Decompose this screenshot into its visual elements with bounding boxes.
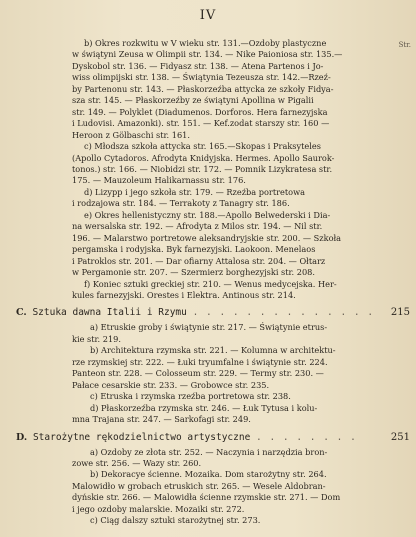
section-c-leader-dots: . . . . . . . . . . . . . .	[192, 307, 375, 319]
toc-line: Dyskobol str. 136. — Fidyasz str. 138. — Atena Partenos i Jo-	[72, 60, 324, 71]
toc-line: e) Okres hellenistyczny str. 188.—Apollo Belwederski i Dia-	[84, 209, 331, 220]
toc-line: c) Etruska i rzymska rzeźba portretowa str. 238.	[90, 391, 291, 402]
toc-line: Heroon z Gölbaschi str. 161.	[72, 129, 190, 140]
toc-line: a) Ozdoby ze złota str. 252. — Naczynia i narzędzia bron-	[90, 446, 328, 457]
toc-line: mna Trajana str. 247. — Sarkofagi str. 249.	[72, 414, 251, 425]
toc-line: f) Koniec sztuki greckiej str. 210. — Wenus medycejska. Her-	[84, 278, 337, 289]
toc-line: b) Dekoracye ścienne. Mozaika. Dom starożytny str. 264.	[90, 469, 327, 480]
toc-line: w Pergamonie str. 207. — Szermierz borghezyjski str. 208.	[72, 267, 315, 278]
toc-line: pergamska i rodyjska. Byk farnezyjski. Laokoon. Menelaos	[72, 244, 316, 255]
toc-line: Pałace cesarskie str. 233. — Grobowce str. 235.	[72, 379, 270, 390]
toc-line: 175. — Mauzoleum Halikarnassu str. 176.	[72, 175, 246, 186]
section-d-leader-dots: . . . . . . . .	[256, 431, 357, 443]
toc-line: b) Okres rozkwitu w V wieku str. 131.—Ozdoby plastyczne	[84, 38, 327, 48]
toc-line: (Apollo Cytadoros. Afrodyta Knidyjska. Hermes. Apollo Saurok-	[72, 152, 335, 163]
toc-line: tonos.) str. 166. — Niobidzi str. 172. — Pomnik Lizykratesa str.	[72, 163, 333, 174]
toc-line: d) Lizypp i jego szkoła str. 179. — Rzeźba portretowa	[84, 186, 305, 197]
toc-line: c) Ciąg dalszy sztuki starożytnej str. 273.	[90, 515, 261, 526]
toc-line: b) Architektura rzymska str. 221. — Kolumna w architektu-	[90, 345, 336, 356]
toc-line: kules farnezyjski. Orestes i Elektra. Antinous str. 214.	[72, 289, 296, 300]
toc-line: wiss olimpijski str. 138. — Świątynia Tezeusza str. 142.—Rzeź-	[72, 72, 331, 83]
toc-line: a) Etruskie groby i świątynie str. 217. — Świątynie etrus-	[90, 322, 328, 333]
toc-line: d) Płaskorzeźba rzymska str. 246. — Łuk Tytusa i kolu-	[90, 402, 318, 413]
intro-entries	[16, 38, 372, 301]
section-c-page: 215	[390, 307, 410, 319]
toc-line: c) Młodsza szkoła attycka str. 165.—Skopas i Praksyteles	[84, 141, 321, 152]
toc-line: rze rzymskiej str. 222. — Łuki tryumfalne i świątynie str. 224.	[72, 356, 328, 367]
section-c-title: Sztuka dawna Italii i Rzymu	[32, 307, 187, 319]
toc-line: i jego ozdoby malarskie. Mozaiki str. 272.	[72, 503, 245, 514]
table-of-contents	[16, 38, 410, 527]
toc-line: str. 149. — Polyklet (Diadumenos. Dorforos. Hera farnezyjska	[72, 106, 328, 117]
toc-line: i Ludovisi. Amazonki). str. 151. — Kef.zodat starszy str. 160 —	[72, 118, 330, 129]
toc-line: Malowidło w grobach etruskich str. 265. — Wesele Aldobran-	[72, 480, 326, 491]
toc-line: zowe str. 256. — Wazy str. 260.	[72, 457, 202, 468]
toc-line: i rodzajowa str. 184. — Terrakoty z Tanagry str. 186.	[72, 198, 290, 209]
toc-line: i Patroklos str. 201. — Dar ofiarny Attalosa str. 204. — Ołtarz	[72, 255, 326, 266]
toc-line: w świątyni Zeusa w Olimpii str. 134. — Nike Paioniosa str. 135.—	[72, 49, 343, 60]
section-c-letter: C.	[16, 307, 27, 319]
toc-line: by Partenonu str. 143. — Płaskorzeźba attycka ze szkoły Fidya-	[72, 83, 334, 94]
section-d-page: 251	[390, 431, 410, 443]
toc-line: sza str. 145. — Płaskorzeźby ze świątyni Apollina w Pigalii	[72, 95, 314, 106]
toc-line: dyńskie str. 266. — Malowidła ścienne rzymskie str. 271. — Dom	[72, 492, 341, 503]
toc-line: kie str. 219.	[72, 333, 121, 344]
section-d-entries	[16, 447, 372, 527]
section-d-heading	[16, 430, 410, 445]
page-number: IV	[199, 8, 217, 23]
toc-line: na wersalska str. 192. — Afrodyta z Milos str. 194. — Nil str.	[72, 221, 323, 232]
toc-line: Panteon str. 228. — Colosseum str. 229. — Termy str. 230. —	[72, 368, 324, 379]
section-c-entries	[16, 322, 372, 425]
section-d-letter: D.	[16, 431, 28, 443]
toc-line: 196. — Malarstwo portretowe aleksandryjskie str. 200. — Szkoła	[72, 232, 342, 243]
section-d-title: Starożytne rękodzielnictwo artystyczne	[32, 431, 251, 443]
section-c-heading	[16, 305, 410, 320]
margin-note: Str.	[398, 41, 411, 49]
